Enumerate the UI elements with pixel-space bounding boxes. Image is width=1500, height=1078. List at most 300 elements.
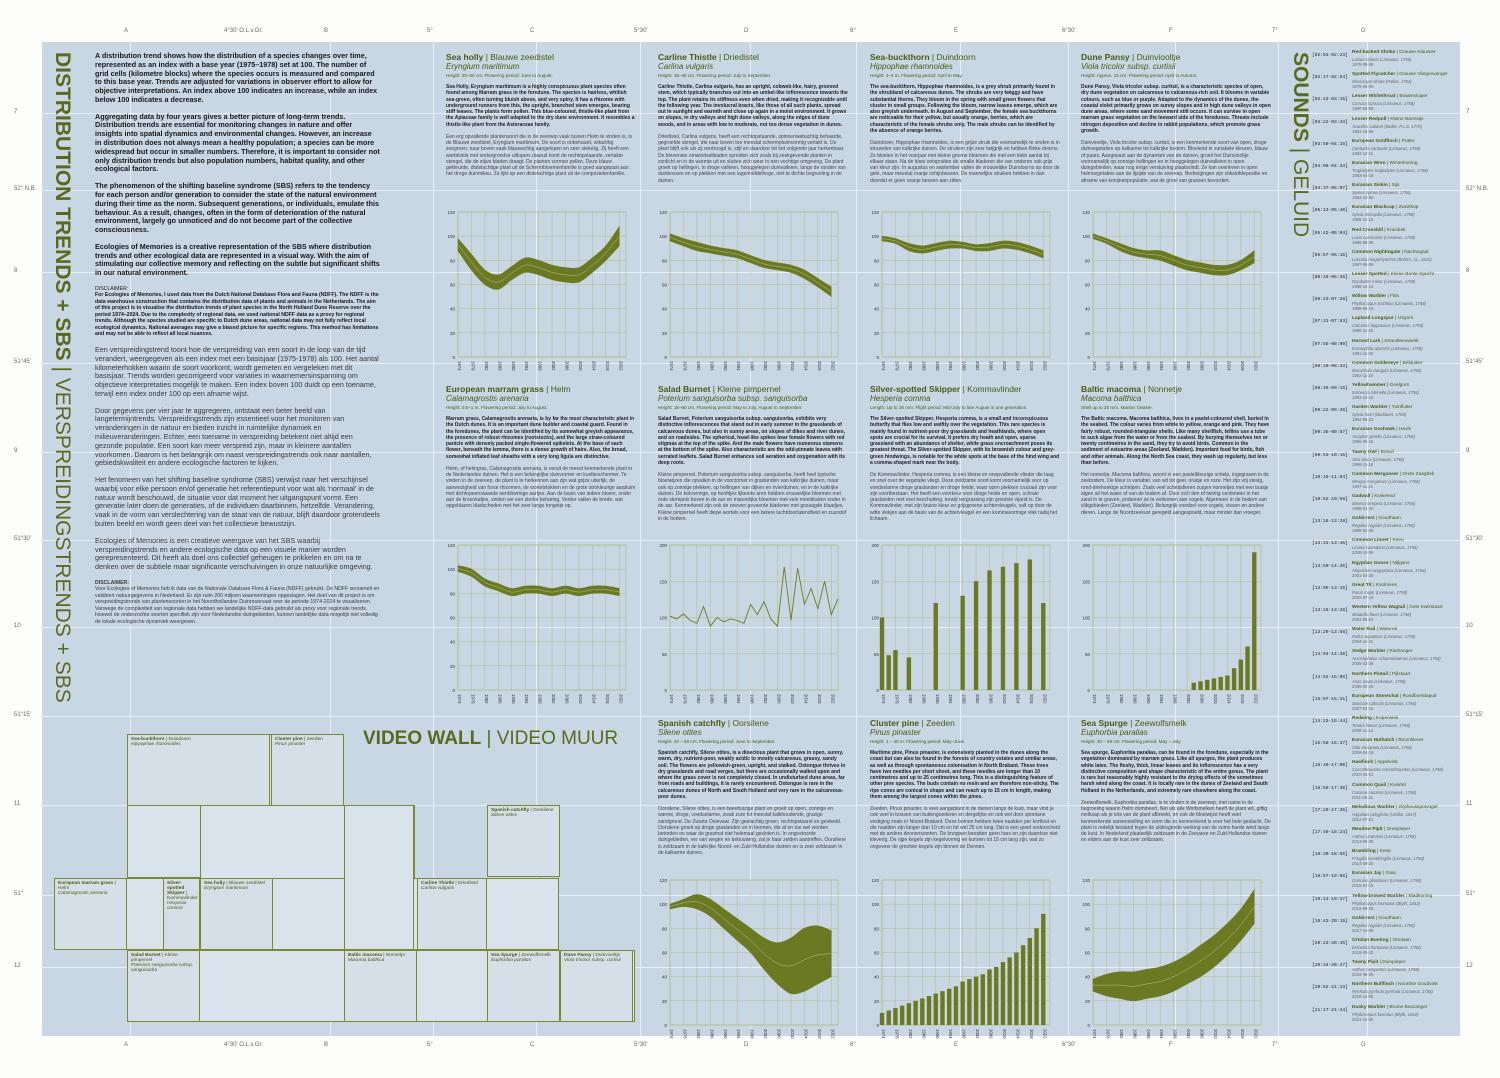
sound-latin: Loxia curvirostra (Linnaeus, 1758) — [1352, 234, 1416, 240]
sound-name-sep: | — [1405, 605, 1410, 610]
chart-xtick: 2018 — [1239, 361, 1245, 371]
sound-name-sep: | — [1395, 72, 1400, 78]
chart-xtick: 2002 — [975, 1029, 981, 1039]
species-name-nl: Blauwe zeedistel — [490, 52, 555, 62]
title-right — [1288, 52, 1312, 237]
species-latin: Carlina vulgaris — [658, 62, 714, 71]
chart-ytick: 120 — [447, 210, 455, 215]
sound-row[interactable] — [1312, 738, 1460, 758]
frame-col-bottom: D — [744, 1042, 749, 1048]
sound-row[interactable] — [1312, 316, 1460, 336]
chart-xtick: 1986 — [497, 361, 503, 371]
sound-name-nl: Bruine Boszanger — [1389, 1004, 1428, 1010]
sound-row[interactable] — [1312, 649, 1460, 669]
sound-bird-name — [1352, 294, 1457, 299]
chart-xtick: 1978 — [682, 694, 688, 704]
species-panel — [870, 384, 1060, 522]
sound-date: 2014-09-20 — [1352, 861, 1374, 867]
sound-date: 1986-08-06 — [1352, 239, 1374, 245]
sound-row[interactable] — [1312, 494, 1460, 514]
chart-xtick: 1974 — [1092, 694, 1097, 704]
species-name: Dune Pansy — [1081, 52, 1130, 62]
sound-name-sep: | — [1376, 449, 1381, 455]
sound-row[interactable] — [1312, 561, 1460, 581]
chart-xtick: 2002 — [975, 361, 981, 371]
species-latin: Eryngium maritimum — [446, 62, 520, 71]
chart-xtick: 1974 — [881, 694, 886, 704]
sound-name-nl: Winterkoning — [1389, 161, 1418, 166]
sound-latin: Saxicola rubicola (Linnaeus, 1766) — [1352, 700, 1417, 706]
sound-row[interactable] — [1312, 228, 1460, 248]
sound-date: 2018-09-22 — [1352, 950, 1374, 955]
chart-xtick: 1998 — [961, 694, 967, 704]
sound-name-en: Ortolan Bunting — [1352, 938, 1389, 943]
species-title — [1081, 718, 1271, 728]
sound-time: [21:17-21:44] — [1312, 1007, 1348, 1013]
species-text: The sea-buckthorn, Hippophae rhamnoides, is a grey shrub primarily found in the shrubland of calcareous dunes. The shrubs are very twiggy and have substantial thorns. They bloom in the spring with small green flowers that cluster in small groups. Following the bloom, narrow leaves emerge, which are also greyish underneath. In August and September, the female sea buckthorns are noticeable for their yellow, but usually orange, berries, which are characteristic of the female shrubs only. The male shrubs can be identified by the absence of orange berries. — [870, 84, 1058, 134]
sound-row[interactable] — [1312, 205, 1460, 225]
grid-line-v — [1068, 42, 1069, 1036]
sound-name-nl: IJsgors — [1397, 316, 1414, 322]
sound-latin: Luscinia megarhynchos (Brehm, CL, 1831) — [1352, 256, 1432, 262]
frame-col-bottom: 7° — [1272, 1042, 1278, 1048]
video-cell-name: Silver-spotted Skipper — [167, 881, 185, 896]
sound-name-nl: Keep — [1379, 849, 1391, 855]
sound-time: [07:55-08:09] — [1312, 341, 1348, 347]
chart-ytick: 0 — [1087, 1023, 1090, 1028]
sound-latin: Regulus regulus (Linnaeus, 1758) — [1352, 922, 1415, 928]
frame-row-left: 51° — [14, 891, 24, 897]
sound-name-sep: | — [1375, 849, 1380, 855]
sound-name-sep: | — [1397, 138, 1402, 144]
grid-line-v — [960, 42, 961, 1036]
sound-name-sep: | — [1387, 405, 1392, 411]
species-title — [870, 718, 1060, 728]
sound-name-en: Common Linnet — [1352, 538, 1389, 544]
title-right-thin: | GELUID — [1289, 141, 1312, 238]
sound-name-nl: Gele Kwikstaart — [1409, 605, 1443, 610]
species-latin: Calamagrostis arenaria — [446, 394, 529, 403]
sound-name-nl: Kleine Bonte Specht — [1390, 272, 1435, 277]
sound-name-nl: Tuinfluiter — [1391, 405, 1413, 411]
sound-time: [20:34-20:47] — [1312, 963, 1348, 969]
chart-ytick: 100 — [659, 615, 667, 621]
sound-row[interactable] — [1312, 783, 1460, 803]
chart-xtick: 1994 — [948, 361, 954, 371]
sound-name-nl: Havik — [1398, 427, 1411, 433]
chart-ytick: 100 — [1082, 902, 1090, 908]
sound-name-sep: | — [1394, 804, 1399, 810]
sound-row[interactable] — [1312, 405, 1460, 425]
species-name-nl: Duinviooltje — [1136, 52, 1181, 62]
sound-name-nl: Kneu — [1392, 538, 1404, 544]
chart-xtick: 2010 — [789, 361, 795, 371]
species-text-nl: Duinviooltje, Viola tricolor subsp. curtisii, is een kenmerkende soort van open, droge duinvegetaties op kalkarme tot kalkrijke bodem. Bloeiend in variabele kleuren, blauw of paars. Aangepast aan de dynamiek van de duinen, groeit het Duinviooltje voornamelijk op zonnige hellingen en in hooggelegen duinvalleien in open duingebieden, waar nog enige verstuiving plaatsvindt. Ze kan overleven in open helmvegetaties aan de lijzijde van de zeereep. Bedreigingen zijn stikstofdepositie en afname van konijnenpopulatie, wat de groei van grassen bevordert. — [1081, 140, 1268, 184]
chart-xtick: 2014 — [1226, 361, 1232, 371]
chart-xtick: 1994 — [948, 1029, 954, 1039]
species-separator: | — [1129, 52, 1137, 62]
sound-date: 2002-07-19 — [1352, 594, 1374, 600]
sound-row[interactable] — [1312, 183, 1460, 203]
sound-row[interactable] — [1312, 827, 1460, 847]
sound-name-sep: | — [1398, 471, 1403, 477]
chart-xtick: 1998 — [961, 1029, 967, 1039]
sound-name-en: Western Yellow Wagtail — [1352, 605, 1406, 610]
species-latin: Silene otites — [658, 728, 702, 737]
disclaimer-head: DISCLAIMER: — [95, 285, 129, 292]
sound-name-nl: Sijs — [1391, 183, 1400, 189]
sound-date: 2011-05-31 — [1352, 794, 1374, 800]
chart-ytick: 40 — [873, 306, 879, 312]
sound-name-nl: Noordse Goudvink — [1398, 982, 1438, 988]
frame-row-left: 8 — [14, 268, 18, 274]
frame-col-top: F — [1169, 28, 1173, 34]
species-separator: | — [710, 384, 718, 394]
species-panel — [1081, 384, 1271, 516]
video-cell-latin: Silene otites — [491, 813, 518, 818]
sound-date: 1984-10-03 — [1352, 195, 1374, 201]
sound-date: 2017-10-05 — [1352, 927, 1374, 933]
sound-time: [03:22-03:43] — [1312, 119, 1348, 125]
sound-bird-name — [1352, 161, 1457, 166]
sound-name-en: Gadwall — [1352, 494, 1371, 499]
video-wall-cell — [163, 878, 200, 950]
sound-name-en: Common Merganser — [1352, 471, 1399, 477]
chart-xtick: 2022 — [830, 1029, 836, 1039]
frame-row-right: 11 — [1466, 801, 1473, 807]
sound-row[interactable] — [1312, 938, 1460, 958]
frame-col-top: C — [530, 28, 535, 34]
frame-col-bottom: A — [124, 1042, 129, 1048]
video-cell-latin: Viola tricolor subsp. curtisii — [564, 958, 621, 963]
sound-date: 2015-03-15 — [1352, 883, 1374, 889]
sound-time: [19:43-20:15] — [1312, 918, 1348, 924]
sound-bird-name — [1352, 50, 1457, 55]
sound-row[interactable] — [1312, 94, 1460, 114]
frame-row-right: 7 — [1466, 109, 1470, 115]
chart-xtick: 2002 — [763, 361, 769, 371]
sound-name-en: Meadow Pipit — [1352, 827, 1383, 832]
intro-p2: Aggregating data by four years gives a better picture of long-term trends. Distribution trends are essential for monitoring changes in nature and offer insights into spatial dynamics and environmental changes. However, an increase in distribution does not always mean a healthy population; a species can be more widespread but occur in smaller numbers. Therefore, it is important to consider not only distribution trends but also population numbers, habitat quality, and other ecological factors. — [95, 111, 380, 174]
chart-xtick: 2014 — [1226, 694, 1232, 704]
chart-xtick: 2018 — [816, 361, 822, 371]
sound-row[interactable] — [1312, 72, 1460, 92]
species-panel — [446, 52, 636, 178]
chart-xtick: 2022 — [1253, 1029, 1259, 1039]
sound-row[interactable] — [1312, 516, 1460, 536]
sound-bird-name — [1352, 72, 1457, 77]
chart-ytick: 120 — [1082, 210, 1090, 215]
sound-bird-name — [1352, 672, 1457, 677]
species-latin: Macoma balthica — [1081, 394, 1142, 403]
chart-ytick: 100 — [447, 567, 455, 573]
species-text-nl: Het nonnetje, Macoma balthica, woont in een pastelkleurige schelp, ingegraven in de zeebodem. De kleur is variabel, van wit tot geel, oranje en roze. Het zijn vrij stevig, rond-driehoekige schelpen. Zoals veel schelpdieren zuigen nonnetjes met een buisje algen uit het water of van de bodem af. Door zich tien of twintig centimeter in het zand in te graven, proberen ze te ontkomen aan vogels. Algemeen in de bodem van slikgebieden (Zeeland, Wadden). Belangrijk voedsel voor vogels, vissen en andere dieren. Langs de Noordzeekust geregeld aangespoeld, maar minder dan vroeger. — [1081, 472, 1269, 516]
sound-date: 2016-09-26 — [1352, 905, 1374, 911]
sound-latin: Curruca curruca (Linnaeus, 1758) — [1352, 101, 1415, 107]
sound-row[interactable] — [1312, 627, 1460, 647]
sound-date: 1994-05-22 — [1352, 417, 1374, 423]
sound-latin: Coturnix coturnix (Linnaeus, 1758) — [1352, 789, 1417, 795]
chart-ytick: 80 — [449, 258, 455, 264]
sound-row[interactable] — [1312, 250, 1460, 270]
frame-row-right: 51° — [1466, 891, 1476, 897]
sound-name-sep: | — [1386, 272, 1391, 277]
sound-name-nl: Orpheusspotvogel — [1398, 804, 1438, 810]
disclaimer-text: For Ecologies of Memories, I used data from the Dutch National Database Flora and Fauna (NDFF). The NDFF is the data warehouse construction that contains the distribution data of plants and animals in the Netherlands. The aim of this project is to visualise the distribution trends of plant species in the North Holland Dune Reserve over the period 1974–2024. Due to the complexity of regional data, we used national NDFF data as a proxy for regional trends. Although the species studied are specific to Dutch dune areas, national data may not fully reflect local ecological dynamics. National averages may give a biased picture for specific regions. This method has limitations and may not be able to reflect all local nuances. — [95, 292, 379, 338]
sound-bird-name — [1352, 894, 1457, 899]
video-cell-name-nl: Zeeden — [306, 737, 323, 742]
frame-row-left: 9 — [14, 448, 18, 454]
chart-ytick: 200 — [659, 543, 667, 548]
video-wall-cell — [487, 950, 560, 1022]
sound-name-nl: Kwartel — [1390, 782, 1407, 788]
chart-xtick: 2018 — [604, 694, 610, 704]
sound-date: 2007-03-15 — [1352, 705, 1374, 711]
chart-xtick: 1982 — [907, 361, 913, 371]
sound-date: 2001-04-20 — [1352, 572, 1374, 578]
chart-xtick: 2014 — [803, 361, 809, 371]
sound-row[interactable] — [1312, 161, 1460, 181]
sound-bird-name — [1352, 450, 1457, 455]
sound-row[interactable] — [1312, 894, 1460, 914]
chart-xtick: 2006 — [776, 694, 782, 704]
sound-row[interactable] — [1312, 694, 1460, 714]
sound-row[interactable] — [1312, 916, 1460, 936]
chart-xtick: 1986 — [709, 1029, 715, 1039]
chart-xtick: 2002 — [1186, 1029, 1192, 1039]
chart-xtick: 2018 — [1028, 361, 1034, 371]
sound-latin: Garrulus glandarius (Linnaeus, 1758) — [1352, 878, 1422, 884]
chart-xtick: 2002 — [763, 1029, 769, 1039]
sound-row[interactable] — [1312, 427, 1460, 447]
sound-time: [13:16-13:28] — [1312, 519, 1348, 525]
sound-name-nl: Putter — [1401, 138, 1415, 144]
chart-ytick: 40 — [661, 306, 667, 312]
chart-xtick: 1986 — [1132, 1029, 1138, 1039]
chart-ytick: 20 — [1084, 330, 1090, 336]
sound-date: 2005-03-28 — [1352, 661, 1374, 667]
sound-latin: Phylloscopus trochilus (Linnaeus, 1758) — [1352, 301, 1427, 307]
chart-xtick: 1974 — [457, 361, 462, 371]
species-text: The Baltic macoma, Macoma balthica, lives in a pastel-coloured shell, buried in the seabed. The colour varies from white to yellow, orange and pink. They have fairly robust, rounded-triangular shells. Like many shellfish, tellins use a tube to suck algae from the water or from the seabed. By burying themselves ten or twenty centimetres in the sand, they try to avoid birds. Common in the sediment of estuarine areas (Zeeland, Wadden). Important food for birds, fish and other animals. Along the North Sea coast, they wash up regularly, but less than before. — [1081, 416, 1270, 466]
frame-col-bottom: F — [1169, 1042, 1173, 1048]
species-text: Salad Burnet, Poterium sanguisorba subsp. sanguisorba, exhibits very distinctive inflorescences that stand out in early summer in the grasslands of calcareous dunes, but also in sunny areas, on slopes of dikes and river dunes, and on roadsides. The spherical, head-like spikes bear female flowers with red stigmas at the top of the spike. And the male flowers have numerous stamens at the bottom of the spike. Also characteristic are the odd-pinnate leaves with serrated leaflets. Salad Burnet enhances soil aeration and oxygenation with its deep roots. — [658, 416, 846, 466]
chart-xtick: 1986 — [1132, 361, 1138, 371]
sound-bird-name — [1352, 960, 1457, 965]
species-text-nl: Oorsilene, Silene otites, is een tweehuizige plant en groeit op open, zonnige en warme, droge, voedselarme, zwak zure tot meestal kalkhoudende, grazige zandgrond. De Zwarte Ooievaar. Zijn geelachtig groen, rechtopstaand en gesteeld. Oorsilene groeit op droge graslanden en in bermen, die af en toe wel worden betreden en waar de grasmat niet helemaal gesloten is. In ongestoorde duingebieden, ver van wegen en bebouwing, zal je haar zelden aantreffen. Oorsilene is zeldzaam in de kalkrijke Noord- en Zuid-Hollandse duinen en is zeer zeldzaam in de kalkarme duinen. — [658, 806, 846, 856]
sound-name-sep: | — [1394, 982, 1399, 988]
chart-xtick: 1978 — [894, 1029, 900, 1039]
species-title — [446, 52, 636, 62]
chart-xtick: 1978 — [470, 361, 476, 371]
sound-row[interactable] — [1312, 760, 1460, 780]
species-panel — [1081, 52, 1271, 184]
species-meta: Height: 15–60 cm. Flowering period: May to July, August to September. — [658, 405, 803, 410]
chart-xtick: 1998 — [537, 361, 543, 371]
sound-row[interactable] — [1312, 605, 1460, 625]
species-name-nl: Zeeden — [926, 718, 955, 728]
frame-col-bottom: E — [954, 1042, 959, 1048]
sound-name-sep: | — [1386, 294, 1391, 300]
video-wall-block — [344, 805, 414, 950]
sound-bird-name — [1352, 1005, 1457, 1010]
chart-ytick: 20 — [449, 330, 455, 336]
sound-date: 1980-06-05 — [1352, 106, 1374, 112]
sound-row[interactable] — [1312, 117, 1460, 137]
video-wall-cell — [560, 950, 633, 1022]
sound-name-nl: Pijlstaart — [1391, 671, 1411, 677]
chart-xtick: 2006 — [988, 1029, 994, 1039]
sound-name-nl: Kruisbek — [1386, 227, 1406, 233]
sound-bird-name — [1352, 516, 1457, 521]
video-wall-title — [363, 728, 618, 750]
chart-ytick: 60 — [661, 282, 667, 288]
chart-xtick: 2014 — [1015, 694, 1021, 704]
sound-row[interactable] — [1312, 294, 1460, 314]
sound-row[interactable] — [1312, 716, 1460, 736]
sound-name-nl: Bosuil — [1380, 449, 1394, 455]
species-latin: Hippophae rhamnoides — [870, 62, 953, 71]
chart-ytick: 80 — [873, 926, 879, 932]
sound-name-en: Common Goldeneye — [1352, 360, 1399, 366]
sound-row[interactable] — [1312, 1005, 1460, 1025]
chart-ytick: 40 — [1084, 306, 1090, 312]
sound-date: 1985-11-15 — [1352, 217, 1374, 223]
sound-latin: Motacilla flava (Linnaeus, 1758) — [1352, 612, 1412, 617]
sound-latin: Anthus campestris (Linnaeus, 1758) — [1352, 967, 1420, 973]
chart-xtick: 2014 — [1015, 1029, 1021, 1039]
chart-xtick: 1982 — [695, 361, 701, 371]
sound-name-nl: Nachtegaal — [1404, 249, 1429, 255]
nl-disclaimer-text: Voor Ecologies of Memories heb ik data van de Nationale Database Flora & Fauna (NDFF) gebruikt. De NDFF verzamelt en valideert natuurgegevens in Nederland. Er zijn ruim 200 miljoen waarnemingen opgeslagen. Het doel van dit project is om verspreidingstrends van plantensoorten in het Noordhollandse Duinreservaat over de periode 1974-2024 te visualiseren. Vanwege de complexiteit van regionale data hebben we landelijke NDFF-data gebruikt als proxy voor regionale trends. Hoewel de onderzochte soorten specifiek zijn voor Nederlandse duingebieden, kunnen landelijke data mogelijk niet volledig de lokale ecologische dynamiek weergeven. — [95, 586, 380, 625]
chart-xtick: 2022 — [1042, 361, 1048, 371]
species-name: Carline Thistle — [658, 52, 717, 62]
sound-row[interactable] — [1312, 472, 1460, 492]
species-title — [658, 52, 848, 62]
sound-time: [04:08-04:33] — [1312, 164, 1348, 169]
sound-row[interactable] — [1312, 139, 1460, 159]
sound-latin: Emberiza citrinella (Linnaeus, 1758) — [1352, 390, 1419, 395]
sound-name-sep: | — [1398, 693, 1403, 699]
sound-latin: Linaria cannabina (Linnaeus, 1758) — [1352, 545, 1418, 551]
species-panel — [658, 718, 848, 856]
sound-name-sep: | — [1374, 516, 1379, 522]
sound-name-sep: | — [1400, 249, 1405, 255]
chart-xtick: 1990 — [722, 694, 728, 704]
chart-xtick: 1986 — [497, 694, 503, 704]
sound-bird-name — [1352, 494, 1457, 499]
sound-bird-name — [1352, 805, 1457, 810]
chart-ytick: 50 — [661, 651, 667, 657]
sound-row[interactable] — [1312, 361, 1460, 381]
sound-latin: Turdus iliacus (Linnaeus, 1758) — [1352, 723, 1411, 728]
sound-row[interactable] — [1312, 583, 1460, 603]
sound-name-nl: Rietzanger — [1389, 649, 1413, 655]
chart-xtick: 1990 — [510, 361, 516, 371]
chart-ytick: 0 — [452, 355, 455, 360]
sound-bird-name — [1352, 361, 1457, 366]
chart-xtick: 1998 — [1172, 694, 1178, 704]
video-cell-sep: | — [454, 881, 458, 886]
species-separator: | — [1141, 384, 1148, 394]
video-cell-name-nl: Zeewolfsmelk — [521, 953, 551, 958]
sound-date: 1982-12-11 — [1352, 150, 1374, 156]
chart-ytick: 120 — [659, 878, 667, 883]
sound-row[interactable] — [1312, 672, 1460, 692]
title-left — [50, 52, 74, 703]
sound-date: 1978-08-08 — [1352, 62, 1374, 67]
sound-latin: Eremophila alpestris (Linnaeus, 1758) — [1352, 345, 1423, 351]
sound-name-sep: | — [1382, 227, 1387, 233]
sound-name-nl: Goudhaan — [1378, 915, 1401, 921]
chart-xtick: 1982 — [483, 361, 489, 371]
sound-row[interactable] — [1312, 383, 1460, 403]
sound-name-en: European Stonechat — [1352, 693, 1399, 699]
sound-date: 2006-02-20 — [1352, 683, 1374, 689]
frame-row-right: 12 — [1466, 963, 1473, 969]
sound-row[interactable] — [1312, 50, 1460, 70]
sound-bird-name — [1352, 738, 1457, 743]
sound-row[interactable] — [1312, 960, 1460, 980]
species-text: Maritime pine, Pinus pinaster, is extensively planted in the dunes along the coast but can also be found in the forests of country estates and similar areas, as well as through spontaneous colonisation in North Brabant. These trees have two needles per short shoot, and these needles are longer than 10 centimetres and up to 25 centimetres long. This is a distinguishing feature of other pine species. The buds contain no resin and are therefore non-sticky. The ripe cones are conical in shape and can reach up to 15 cm in length, making them among the largest cones within the pines. — [870, 750, 1059, 800]
sound-date: 2004-11-21 — [1352, 639, 1374, 645]
intro-p4: Ecologies of Memories is a creative representation of the SBS where distribution trends and other ecological data are represented in a visual way. With the aim of stimulating our collective memory and reflecting on the subtle but significant shifts in our natural environment. — [95, 241, 380, 278]
sound-row[interactable] — [1312, 805, 1460, 825]
sound-time: [09:22-09:38] — [1312, 408, 1348, 414]
sound-row[interactable] — [1312, 272, 1460, 292]
sound-bird-name — [1352, 760, 1457, 765]
chart-xtick: 1998 — [749, 361, 755, 371]
chart-xtick: 2002 — [1186, 361, 1192, 371]
sound-name-sep: | — [1388, 938, 1393, 943]
sound-row[interactable] — [1312, 849, 1460, 869]
sound-row[interactable] — [1312, 450, 1460, 470]
frame-row-left: 52° N.B. — [14, 186, 37, 192]
species-name: Sea Spurge — [1081, 718, 1128, 728]
sound-time: [16:40-17:00] — [1312, 763, 1348, 769]
video-wall-title-thin: | VIDEO MUUR — [481, 728, 619, 749]
sound-time: [14:52-15:08] — [1312, 674, 1348, 680]
species-latin: Poterium sanguisorba subsp. sanguisorba — [658, 394, 808, 403]
sound-latin: Mergus merganser (Linnaeus, 1758) — [1352, 478, 1420, 484]
chart-xtick: 1994 — [736, 1029, 742, 1039]
video-cell-name-nl: Kleine pimpernel — [131, 953, 178, 963]
chart-ytick: 100 — [871, 902, 879, 908]
sound-bird-name — [1352, 694, 1457, 699]
chart-xtick: 2006 — [1199, 694, 1205, 704]
chart-xtick: 2010 — [1001, 1029, 1007, 1039]
species-name: Baltic macoma — [1081, 384, 1141, 394]
sound-time: [18:57-19:08] — [1312, 874, 1348, 880]
video-cell-name: Sea holly — [204, 881, 226, 886]
chart-ytick: 100 — [1082, 615, 1090, 621]
sound-name-en: Lapland Longspur — [1352, 316, 1394, 322]
video-cell-sep: | — [225, 881, 229, 886]
chart-xtick: 2014 — [591, 694, 597, 704]
sound-name-en: Yellow-browed Warbler — [1352, 893, 1405, 899]
sound-row[interactable] — [1312, 538, 1460, 558]
sound-time: [06:23-07:28] — [1312, 297, 1348, 303]
sound-time: [17:20-17:36] — [1312, 807, 1348, 813]
sound-row[interactable] — [1312, 871, 1460, 891]
sound-latin: Coccothraustes coccothraustes (Linnaeus, 1758) — [1352, 767, 1444, 773]
chart-ytick: 40 — [449, 639, 455, 645]
chart-xtick: 1974 — [1092, 1029, 1097, 1039]
chart-xtick: 2006 — [988, 694, 994, 704]
sound-row[interactable] — [1312, 982, 1460, 1002]
species-name-nl: Helm — [550, 384, 571, 394]
sound-row[interactable] — [1312, 339, 1460, 359]
